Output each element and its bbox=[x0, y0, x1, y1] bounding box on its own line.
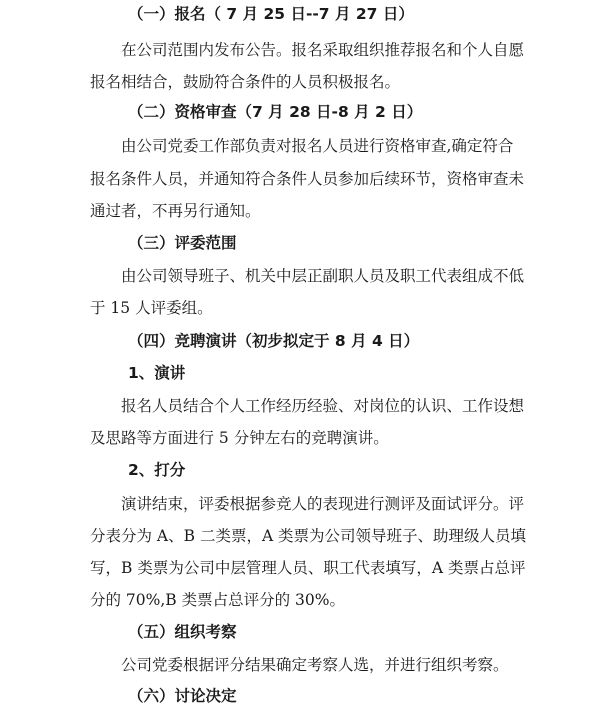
paragraph-line: 分表分为 A、B 二类票，A 类票为公司领导班子、助理级人员填 bbox=[90, 527, 527, 545]
paragraph-line: 公司党委根据评分结果确定考察人选，并进行组织考察。 bbox=[121, 656, 509, 674]
section-heading-decision: （六）讨论决定 bbox=[128, 687, 237, 705]
paragraph-line: 由公司领导班子、机关中层正副职人员及职工代表组成不低 bbox=[121, 267, 525, 285]
paragraph-line: 于 15 人评委组。 bbox=[90, 299, 213, 317]
paragraph-line: 及思路等方面进行 5 分钟左右的竞聘演讲。 bbox=[90, 429, 389, 447]
paragraph-line: 在公司范围内发布公告。报名采取组织推荐报名和个人自愿 bbox=[121, 41, 525, 59]
subsection-heading-scoring: 2、打分 bbox=[128, 461, 186, 479]
paragraph-line: 通过者，不再另行通知。 bbox=[90, 202, 261, 220]
section-heading-judges: （三）评委范围 bbox=[128, 234, 237, 252]
section-heading-speech: （四）竞聘演讲（初步拟定于 8 月 4 日） bbox=[128, 332, 420, 350]
paragraph-line: 报名相结合，鼓励符合条件的人员积极报名。 bbox=[90, 73, 401, 91]
paragraph-line: 报名人员结合个人工作经历经验、对岗位的认识、工作设想 bbox=[121, 397, 525, 415]
paragraph-line: 分的 70%,B 类票占总评分的 30%。 bbox=[90, 591, 346, 609]
paragraph-line: 由公司党委工作部负责对报名人员进行资格审查,确定符合 bbox=[121, 137, 514, 155]
subsection-heading-speech: 1、演讲 bbox=[128, 364, 186, 382]
paragraph-line: 演讲结束，评委根据参竞人的表现进行测评及面试评分。评 bbox=[121, 495, 525, 513]
paragraph-line: 报名条件人员，并通知符合条件人员参加后续环节，资格审查未 bbox=[90, 170, 525, 188]
paragraph-line: 写，B 类票为公司中层管理人员、职工代表填写，A 类票占总评 bbox=[90, 559, 526, 577]
section-heading-registration: （一）报名（ 7 月 25 日--7 月 27 日） bbox=[128, 5, 414, 23]
section-heading-inspection: （五）组织考察 bbox=[128, 623, 237, 641]
section-heading-qualification-review: （二）资格审查（7 月 28 日-8 月 2 日） bbox=[128, 103, 423, 121]
